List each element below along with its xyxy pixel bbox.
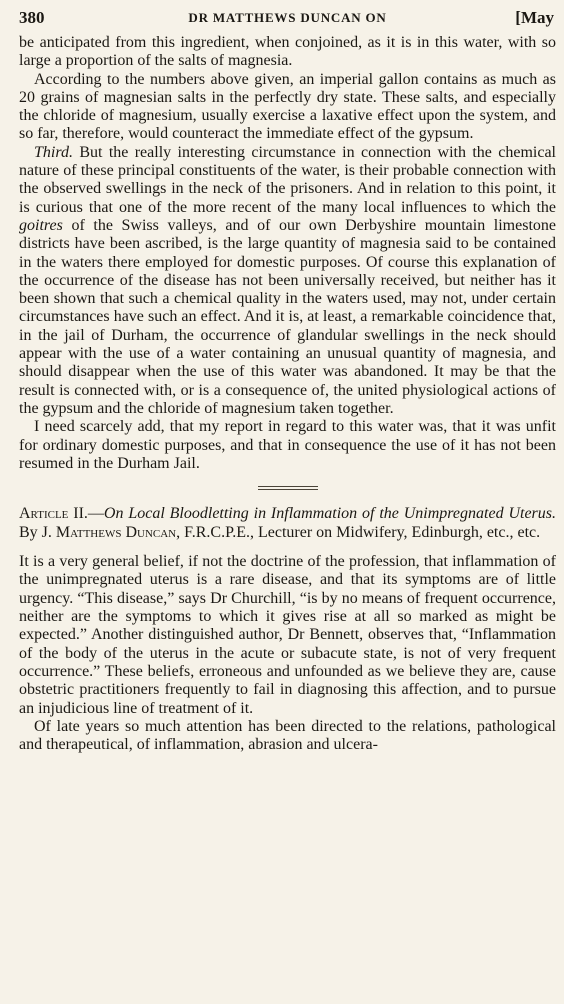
paragraph-lead: Third. bbox=[34, 143, 73, 161]
paragraph: It is a very general belief, if not the doctrine of the profession, that inflammation of the unimpregnated uterus is a rare disease, and that its symptoms are of little urgency. “This disease,” says Dr Churchill, “is by no means of frequent occurrence, neither are the symptoms to which it gives rise at all so marked as might be expected.” Another distinguished author, Dr Bennett, observes that, “Inflammation of the body of the uterus in the acute or subacute state, is not of very frequent occurrence.” These beliefs, erroneous and unfounded as we believe they are, cause obstetric practitioners frequently to fail in diagnosing this affection, and to pursue an injudicious line of treatment of it. bbox=[19, 553, 556, 717]
article-label: Article II. bbox=[19, 505, 88, 523]
paragraph-text: But the really interesting circumstance in connection with the chemical nature of these principal constituents of the water, is their probable connection with the observed swellings in the neck of the prisoners. And in relation to this point, it is curious that one of the more recent of the many local influences to which the bbox=[19, 143, 556, 216]
divider-rule bbox=[258, 486, 318, 487]
page-number: 380 bbox=[19, 8, 45, 27]
article-by: By bbox=[19, 524, 42, 542]
article-heading bbox=[19, 504, 556, 542]
section-article-text bbox=[19, 553, 556, 754]
article-title: On Local Bloodletting in Inflammation of the Unimpregnated Uterus. bbox=[103, 505, 557, 523]
section-water-analysis bbox=[19, 34, 556, 473]
running-month: [May bbox=[515, 8, 554, 27]
article-author: J. Matthews Duncan bbox=[41, 524, 177, 542]
article-credentials: , F.R.C.P.E., Lecturer on Midwifery, Edinburgh, etc., etc. bbox=[176, 524, 541, 542]
italic-term: goitres bbox=[19, 216, 63, 234]
paragraph: Of late years so much attention has been directed to the relations, pathological and therapeutical, of inflammation, abrasion and ulcera- bbox=[19, 717, 556, 754]
article-dash: — bbox=[87, 505, 104, 523]
paragraph: I need scarcely add, that my report in regard to this water was, that it was unfit for ordinary domestic purposes, and that in consequence the use of it has not been resumed in the Durham Jail. bbox=[19, 418, 556, 472]
section-divider bbox=[258, 486, 318, 490]
paragraph: be anticipated from this ingredient, when conjoined, as it is in this water, with so large a proportion of the salts of magnesia. bbox=[19, 34, 556, 70]
running-title: DR MATTHEWS DUNCAN ON bbox=[188, 10, 387, 25]
paragraph: According to the numbers above given, an imperial gallon contains as much as 20 grains of magnesian salts in the perfectly dry state. These salts, and especially the chloride of magnesium, usually exercise a laxative effect upon the system, and so far, therefore, would counteract the immediate effect of the gypsum. bbox=[19, 70, 556, 143]
running-head bbox=[19, 8, 556, 34]
paragraph-third bbox=[19, 144, 556, 418]
divider-rule bbox=[258, 489, 318, 490]
paragraph-text: of the Swiss valleys, and of our own Derbyshire mountain limestone districts have been ascribed, is the large quantity of magnesia said to be contained in the waters there employed for domestic purposes. Of course this explanation of the occurrence of the disease has not been universally received, but neither has it been shown that such a chemical quality in the waters used, may not, under certain circumstances have such an effect. And it is, at least, a remarkable coincidence that, in the jail of Durham, the occurrence of glandular swellings in the neck should appear with the use of a water containing an unusual quantity of magnesia, and should disappear when the use of this water was abandoned. It may be that the result is connected with, or is a consequence of, the united physiological actions of the gypsum and the chloride of magnesium taken together. bbox=[19, 216, 556, 417]
